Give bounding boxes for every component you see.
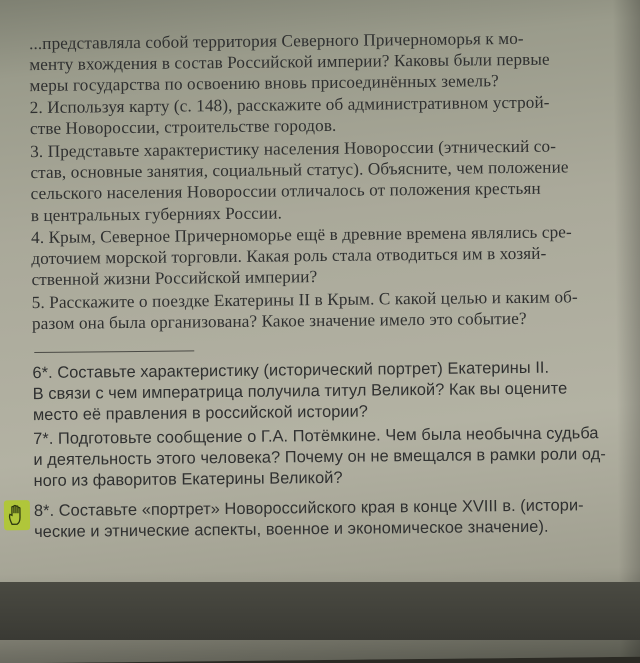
text-line: стве Новороссии, строительстве городов. [29, 116, 337, 139]
text-line: в центральных губерниях России. [30, 203, 283, 225]
question-6 [32, 357, 633, 427]
section-divider [34, 350, 194, 353]
question-7 [33, 423, 634, 493]
text-line: 4. Крым, Северное Причерноморье ещё в древние времена являлись сре- [30, 222, 572, 248]
question-8 [34, 495, 634, 544]
text-line: менту вхождения в состав Российской империи? Каковы были первые [29, 49, 550, 75]
hand-icon [4, 500, 30, 530]
dark-background-bottom [0, 582, 640, 640]
text-line: В связи с чем императрица получила титул Великой? Как вы оцените [32, 379, 568, 404]
text-line: 2. Используя карту (с. 148), расскажите об административном устрой- [29, 92, 550, 118]
text-line: ...представляла собой территория Северного Причерноморья к мо- [28, 28, 524, 54]
text-line: меры государства по освоению вновь присоединённых земель? [29, 71, 499, 96]
hand-icon-glyph [8, 504, 26, 526]
text-line: ственной жизни Российской империи? [31, 267, 318, 290]
text-line: разом она была организована? Какое значение имело это событие? [31, 309, 527, 334]
text-line: сельского населения Новороссии отличалось от положения крестьян [30, 179, 541, 204]
text-line: ческие и этнические аспекты, военное и экономическое значение). [34, 517, 549, 542]
question-3 [30, 135, 631, 226]
text-line: 5. Расскажите о поездке Екатерины II в Крым. С какой целью и каким об- [31, 287, 578, 313]
text-line: и деятельность этого человека? Почему он не вмещался в рамки роли од- [33, 445, 606, 470]
text-line: 8*. Составьте «портрет» Новороссийского края в конце XVIII в. (истори- [33, 496, 584, 521]
question-4 [31, 221, 632, 291]
question-5 [32, 286, 632, 335]
text-line: место её правления в российской истории? [32, 402, 369, 425]
text-line: 6*. Составьте характеристику (исторический портрет) Екатерины II. [32, 358, 550, 383]
question-2 [30, 91, 630, 140]
text-line: ного из фаворитов Екатерины Великой? [33, 469, 343, 491]
text-line: 3. Представьте характеристику населения Новороссии (этнический со- [30, 136, 557, 162]
question-1-tail [29, 27, 630, 97]
text-line: став, основные занятия, социальный статус). Объясните, чем положение [30, 157, 569, 183]
text-line: доточием морской торговли. Какая роль стала отводиться им в хозяй- [31, 243, 547, 269]
text-line: 7*. Подготовьте сообщение о Г.А. Потёмкине. Чем была необычна судьба [33, 424, 599, 449]
